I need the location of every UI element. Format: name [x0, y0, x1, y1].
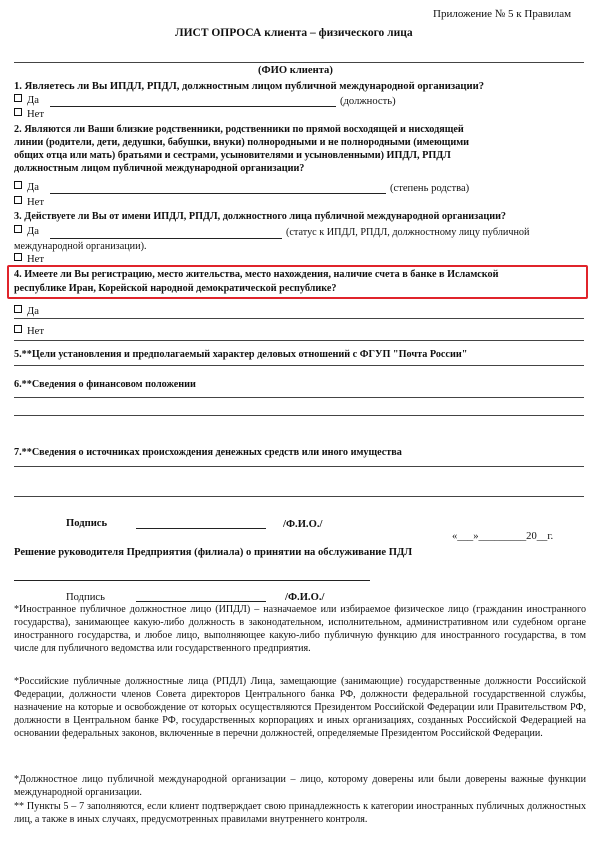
- q6-answer-line[interactable]: [14, 415, 584, 416]
- decision-text: Решение руководителя Предприятия (филиала) о принятии на обслуживание ПДЛ: [14, 547, 413, 558]
- q1-text: 1. Являетесь ли Вы ИПДЛ, РПДЛ, должностным лицом публичной международной организации?: [14, 81, 485, 92]
- checkbox-icon[interactable]: [14, 196, 22, 204]
- q4-yes-option[interactable]: Да: [14, 305, 39, 318]
- q7-answer-line[interactable]: [14, 466, 584, 467]
- q3-no-option[interactable]: Нет: [14, 253, 44, 266]
- q1-yes-hint: (должность): [340, 96, 396, 107]
- q6-answer-line[interactable]: [14, 397, 584, 398]
- q2-line4: должностным лицом публичной международной организации?: [14, 163, 305, 174]
- note-points: ** Пункты 5 – 7 заполняются, если клиент подтверждает свою принадлежность к категории иностранных публичных должностных лиц, а также в иных случаях, предусмотренных правилами внутреннего контроля.: [14, 801, 586, 825]
- checkbox-icon[interactable]: [14, 181, 22, 189]
- appendix-note: Приложение № 5 к Правилам: [433, 8, 572, 20]
- q3-yes-hint: (статус к ИПДЛ, РПДЛ, должностному лицу публичной: [286, 227, 530, 238]
- signature-field[interactable]: [136, 528, 266, 529]
- decision-field[interactable]: [14, 580, 370, 581]
- q1-position-field[interactable]: [50, 106, 336, 107]
- checkbox-icon[interactable]: [14, 225, 22, 233]
- checkbox-icon[interactable]: [14, 305, 22, 313]
- q2-yes-hint: (степень родства): [390, 183, 470, 194]
- q3-line2: международной организации).: [14, 241, 147, 252]
- fio-line[interactable]: [14, 62, 584, 63]
- checkbox-icon[interactable]: [14, 108, 22, 116]
- decision-sign-label: Подпись: [66, 592, 105, 603]
- checkbox-icon[interactable]: [14, 253, 22, 261]
- q2-relation-field[interactable]: [50, 193, 386, 194]
- signature-date[interactable]: «___»_________20__г.: [452, 531, 554, 542]
- q1-yes-option[interactable]: Да: [14, 94, 39, 107]
- checkbox-icon[interactable]: [14, 94, 22, 102]
- q3-line1: 3. Действуете ли Вы от имени ИПДЛ, РПДЛ, должностного лица публичной международной организации?: [14, 211, 507, 222]
- page-title: ЛИСТ ОПРОСА клиента – физического лица: [175, 27, 413, 39]
- q6-text: 6.**Сведения о финансовом положении: [14, 379, 196, 390]
- q1-no-option[interactable]: Нет: [14, 108, 44, 121]
- note-ipdl: *Иностранное публичное должностное лицо (ИПДЛ) – назначаемое или избираемое физическое лицо (гражданин иностранного государства), занимающее какую-либо должность в законодательном, исполнительном, административном или судебном органе иностранного государства, и любое лицо, выполняющее какую-либо публичную функцию для иностранного государства, в том числе для публичного ведомства или государственного предприятия.: [14, 604, 586, 654]
- q4-no-option[interactable]: Нет: [14, 325, 44, 338]
- q2-line1: 2. Являются ли Ваши близкие родственники, родственники по прямой восходящей и нисходящей: [14, 124, 464, 135]
- decision-signature-field[interactable]: [136, 601, 266, 602]
- note-pmo: *Должностное лицо публичной международной организации – лицо, которому доверены или были доверены важные функции международной организации.: [14, 774, 586, 798]
- decision-fio: /Ф.И.О./: [285, 592, 325, 603]
- fio-caption: (ФИО клиента): [258, 65, 333, 76]
- q2-no-option[interactable]: Нет: [14, 196, 44, 209]
- q3-status-field[interactable]: [50, 238, 282, 239]
- q2-line3: общих отца или мать) братьями и сестрами, усыновителями и усыновленными) ИПДЛ, РПДЛ: [14, 150, 451, 161]
- q5-text: 5.**Цели установления и предполагаемый характер деловых отношений с ФГУП "Почта России": [14, 349, 468, 360]
- note-rpdl: *Российские публичные должностные лица (РПДЛ) Лица, замещающие (занимающие) государственные должности Российской Федерации, должности членов Совета директоров Центрального банка РФ, должности федеральной государственной службы, назначение на которые и освобождение от которых осуществляются Президентом Российской Федерации или Правительством РФ, должности в Центральном банке РФ, государственных корпорациях и иных организациях, созданных Российской Федерацией на основании федеральных законов, включенные в перечни должностей, определяемые Президентом Российской Федерации.: [14, 676, 586, 739]
- q2-yes-option[interactable]: Да: [14, 181, 39, 194]
- checkbox-icon[interactable]: [14, 325, 22, 333]
- divider: [14, 340, 584, 341]
- signature-label: Подпись: [66, 518, 108, 529]
- q7-answer-line[interactable]: [14, 496, 584, 497]
- q4-line1: 4. Имеете ли Вы регистрацию, место жительства, место нахождения, наличие счета в банке в Исламской: [14, 269, 499, 280]
- signature-fio: /Ф.И.О./: [283, 519, 323, 530]
- q4-line2: республике Иран, Корейской народной демократической республике?: [14, 283, 337, 294]
- q7-text: 7.**Сведения о источниках происхождения денежных средств или иного имущества: [14, 447, 402, 458]
- q5-answer-line[interactable]: [14, 365, 584, 366]
- q4-answer-line[interactable]: [14, 318, 584, 319]
- q2-line2: линии (родители, дети, дедушки, бабушки, внуки) полнородными и не полнородными (имеющими: [14, 137, 470, 148]
- q3-yes-option[interactable]: Да: [14, 225, 39, 238]
